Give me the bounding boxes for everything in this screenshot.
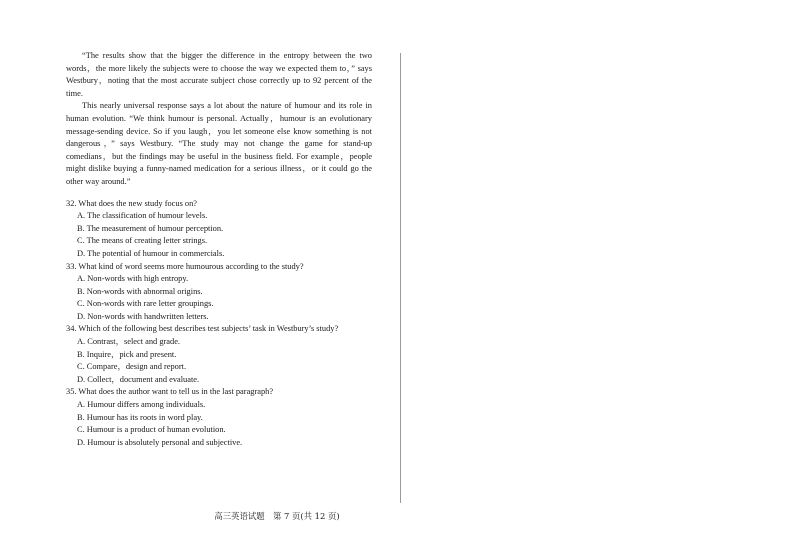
option-c: C. Compare，design and report. (77, 362, 187, 372)
option-group (66, 273, 372, 323)
question-stem: 35. What does the author want to tell us in the last paragraph? (66, 387, 274, 397)
option-group (66, 336, 372, 386)
option-c: C. The means of creating letter strings. (77, 236, 208, 246)
option-c: C. Non-words with rare letter groupings. (77, 299, 214, 309)
question-stem: 33. What kind of word seems more humourous according to the study? (66, 261, 304, 271)
option-d: D. Collect，document and evaluate. (77, 374, 200, 384)
option-b: B. Humour has its roots in word play. (77, 412, 203, 422)
option-a: A. Non-words with high entropy. (77, 274, 189, 284)
option-c: C. Humour is a product of human evolution. (77, 425, 226, 435)
passage-paragraph: “The results show that the bigger the difference in the entropy between the two words，the more likely the subjects were to choose the way we expected them to，” says Westbury，noting that the most accurate subject chose correctly up to 92 percent of the time. (66, 51, 372, 98)
reading-passage (66, 50, 372, 189)
option-d: D. The potential of humour in commercials. (77, 248, 225, 258)
option-b: B. Inquire，pick and present. (77, 349, 177, 359)
column-divider (400, 53, 401, 503)
question-33 (66, 261, 372, 324)
option-b: B. Non-words with abnormal origins. (77, 286, 203, 296)
option-d: D. Non-words with handwritten letters. (77, 311, 209, 321)
passage-paragraph: This nearly universal response says a lot about the nature of humour and its role in human evolution. “We think humour is personal. Actually，humour is an evolutionary message-sending device. So if you laugh，you let someone else know something is not dangerous，” says Westbury. “The study may not change the game for stand-up comedians，but the findings may be useful in the business field. For example，people might dislike buying a funny-named medication for a serious illness，or it could go the other way around.” (66, 101, 372, 186)
option-a: A. Humour differs among individuals. (77, 400, 206, 410)
question-32 (66, 198, 372, 261)
question-stem: 34. Which of the following best describes test subjects’ task in Westbury’s study? (66, 324, 339, 334)
left-column (66, 50, 372, 449)
option-group (66, 399, 372, 449)
question-list (66, 198, 372, 450)
question-34 (66, 323, 372, 386)
option-a: A. The classification of humour levels. (77, 211, 208, 221)
option-group (66, 210, 372, 260)
option-d: D. Humour is absolutely personal and subjective. (77, 437, 243, 447)
page-footer: 高三英语试题 第 7 页(共 12 页) (214, 511, 340, 521)
question-stem: 32. What does the new study focus on? (66, 198, 198, 208)
option-a: A. Contrast，select and grade. (77, 337, 181, 347)
question-35 (66, 386, 372, 449)
option-b: B. The measurement of humour perception. (77, 223, 224, 233)
